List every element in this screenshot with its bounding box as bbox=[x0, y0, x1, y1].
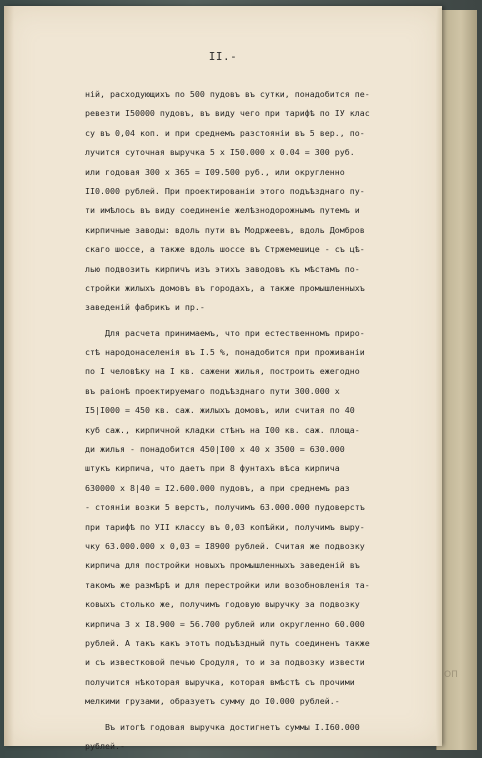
text-line: рублей. А такъ какъ этотъ подъѣздный путь соединенъ также bbox=[85, 637, 370, 648]
text-line: лью подвозить кирпичъ изъ этихъ заводовъ къ мѣстамъ по- bbox=[85, 263, 360, 274]
page-number: II.- bbox=[208, 50, 238, 63]
text-line: ковыхъ столько же, получимъ годовую выручку за подвозку bbox=[85, 599, 360, 610]
text-line: ній, расходующихъ по 500 пудовъ въ сутки, понадобится пе- bbox=[85, 89, 370, 99]
text-line: ревезти I50000 пудовъ, въ виду чего при тарифѣ по IУ клас bbox=[85, 108, 370, 119]
text-line: заведеній фабрикъ и пр.- bbox=[85, 302, 205, 313]
text-line: въ раіонѣ проектируемаго подъѣзднаго пути 300.000 х bbox=[85, 385, 340, 396]
text-line: штукъ кирпича, что даетъ при 8 фунтахъ вѣса кирпича bbox=[85, 463, 340, 474]
text-line: ти имѣлось въ виду соединеніе желѣзнодорожнымъ путемъ и bbox=[85, 205, 360, 216]
text-line: лучится суточная выручка 5 х I50.000 х 0.04 = 300 руб. bbox=[85, 147, 355, 158]
text-line: мелкими грузами, образуетъ сумму до I0.000 рублей.- bbox=[85, 696, 340, 707]
text-line: кирпича 3 х I8.900 = 56.700 рублей или округленно 60.000 bbox=[85, 618, 365, 629]
text-line: Въ итогѣ годовая выручка достигнетъ суммы I.I60.000 bbox=[85, 721, 360, 732]
text-line: по I человѣку на I кв. сажени жилья, построить ежегодно bbox=[85, 366, 360, 377]
text-line: скаго шоссе, а также вдоль шоссе въ Стржемешице - съ цѣ- bbox=[85, 244, 365, 255]
text-line: су въ 0,04 коп. и при среднемъ разстояніи въ 5 вер., по- bbox=[85, 127, 365, 138]
text-line: рублей.- bbox=[85, 740, 125, 751]
edge-mark: ОП bbox=[444, 670, 458, 680]
text-line: чку 63.000.000 х 0,03 = I8900 рублей. Считая же подвозку bbox=[85, 540, 365, 551]
document-page bbox=[4, 6, 442, 751]
body-text bbox=[85, 85, 415, 756]
text-line: получится нѣкоторая выручка, которая вмѣстѣ съ прочими bbox=[85, 676, 355, 687]
text-line: кирпичные заводы: вдоль пути въ Модржеевъ, вдоль Домбров bbox=[85, 224, 365, 235]
text-line: кирпича для постройки новыхъ промышленныхъ заведеній въ bbox=[85, 560, 360, 571]
text-line: Для расчета принимаемъ, что при естественномъ приро- bbox=[85, 327, 365, 338]
text-line: I5|I000 = 450 кв. саж. жилыхъ домовъ, или считая по 40 bbox=[85, 405, 355, 416]
text-line: куб саж., кирпичной кладки стѣнъ на I00 кв. саж. площа- bbox=[85, 424, 360, 435]
text-line: II0.000 рублей. При проектированіи этого подъѣзднаго пу- bbox=[85, 185, 365, 196]
text-line: и съ известковой печью Сродуля, то и за подвозку извести bbox=[85, 657, 365, 668]
text-line: такомъ же размѣрѣ и для перестройки или возобновленія та- bbox=[85, 579, 370, 590]
text-line: ди жилья - понадобится 450|I00 х 40 х 3500 = 630.000 bbox=[85, 444, 345, 455]
text-line: - стояніи возки 5 верстъ, получимъ 63.000.000 пудоверстъ bbox=[85, 502, 365, 513]
text-line: при тарифѣ по УII классу въ 0,03 копѣйки, получимъ выру- bbox=[85, 521, 365, 532]
text-line: или годовая 300 х 365 = I09.500 руб., или округленно bbox=[85, 166, 345, 177]
back-cover-edge bbox=[436, 10, 477, 750]
text-line: стѣ народонаселенія въ I.5 %, понадобится при проживаніи bbox=[85, 347, 365, 358]
text-line: стройки жилыхъ домовъ въ городахъ, а также промышленныхъ bbox=[85, 282, 365, 293]
text-line: 630000 х 8|40 = I2.600.000 пудовъ, а при среднемъ раз bbox=[85, 482, 350, 493]
page-edge bbox=[436, 8, 442, 746]
